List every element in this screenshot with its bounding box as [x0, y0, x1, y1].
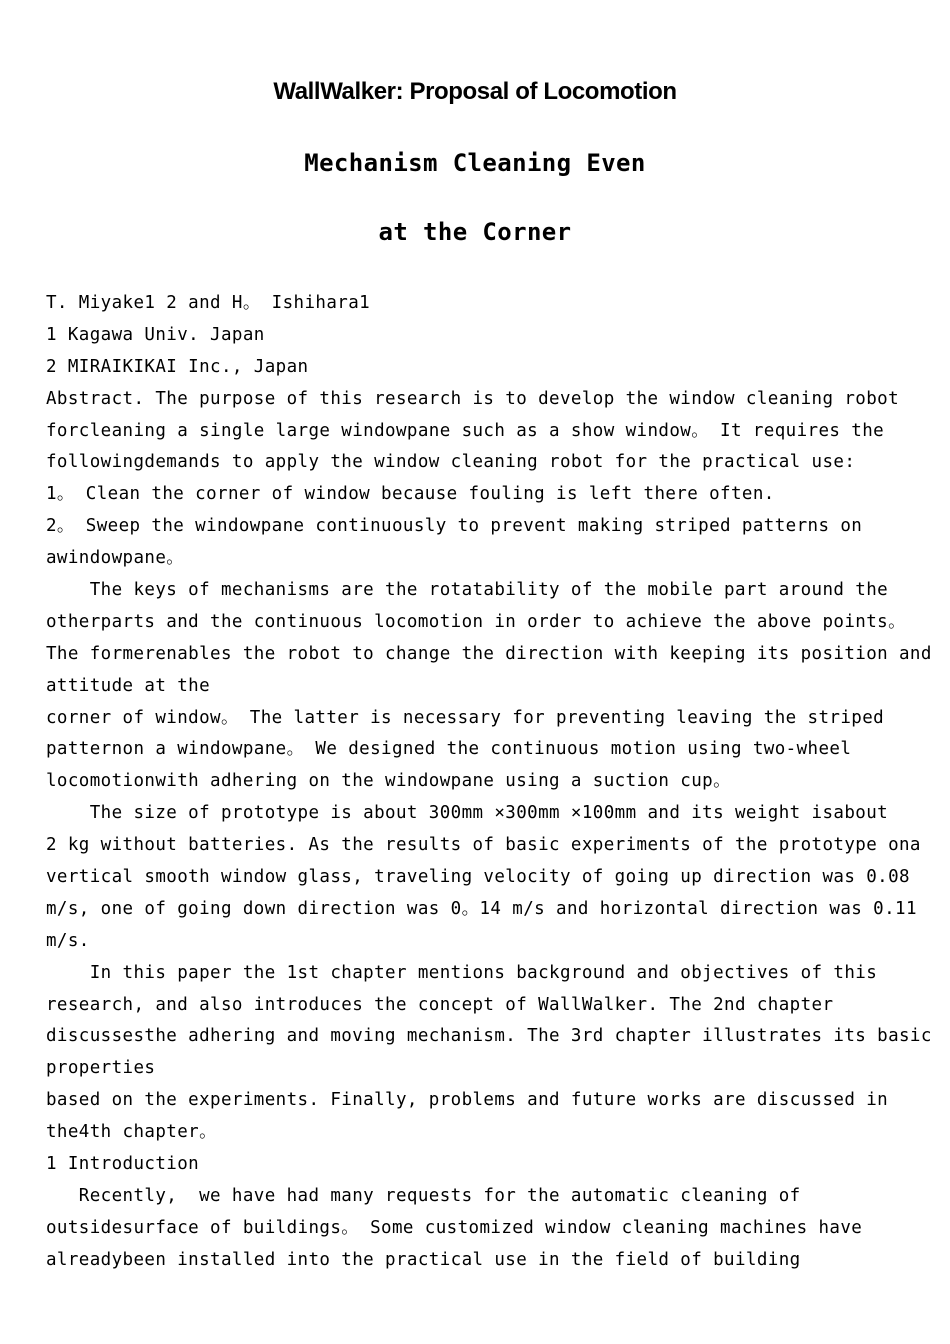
text-line: The keys of mechanisms are the rotatability of the mobile part around the	[46, 580, 889, 601]
paper-body-text	[46, 288, 932, 1277]
text-line: In this paper the 1st chapter mentions background and objectives of this	[46, 962, 878, 983]
text-line: research, and also introduces the concept of WallWalker. The 2nd chapter	[46, 994, 834, 1015]
text-line: m/s.	[46, 930, 90, 951]
paper-title-line-1: WallWalker: Proposal of Locomotion	[273, 78, 677, 105]
text-line: m/s, one of going down direction was 0。14 m/s and horizontal direction was 0.11	[46, 898, 917, 919]
paper-title-line-3: at the Corner	[378, 218, 572, 246]
text-line: vertical smooth window glass, traveling velocity of going up direction was 0.08	[46, 867, 910, 888]
text-line: based on the experiments. Finally, problems and future works are discussed in	[46, 1090, 889, 1111]
text-line: patternon a windowpane。 We designed the continuous motion using two-wheel	[46, 739, 852, 760]
text-line: forcleaning a single large windowpane such as a show window。 It requires the	[46, 420, 885, 441]
text-line: 2 MIRAIKIKAI Inc., Japan	[46, 356, 309, 377]
text-line: the4th chapter。	[46, 1122, 218, 1143]
text-line: The size of prototype is about 300mm ×300mm ×100mm and its weight isabout	[46, 803, 889, 824]
text-line: Recently, we have had many requests for the automatic cleaning of	[46, 1185, 801, 1206]
text-line: awindowpane。	[46, 548, 185, 569]
text-line: outsidesurface of buildings。 Some customized window cleaning machines have	[46, 1217, 863, 1238]
text-line: 2 kg without batteries. As the results of basic experiments of the prototype ona	[46, 835, 921, 856]
text-line: otherparts and the continuous locomotion in order to achieve the above points。	[46, 611, 906, 632]
paper-title-line-2: Mechanism Cleaning Even	[304, 149, 646, 177]
text-line: 1。 Clean the corner of window because fouling is left there often.	[46, 484, 775, 505]
text-line: followingdemands to apply the window cleaning robot for the practical use:	[46, 452, 856, 473]
text-line: Abstract. The purpose of this research is to develop the window cleaning robot	[46, 388, 899, 409]
text-line: 1 Kagawa Univ. Japan	[46, 324, 265, 345]
text-line: 1 Introduction	[46, 1154, 200, 1175]
text-line: attitude at the	[46, 675, 211, 696]
text-line: corner of window。 The latter is necessary for preventing leaving the striped	[46, 707, 885, 728]
text-line: 2。 Sweep the windowpane continuously to prevent making striped patterns on	[46, 516, 863, 537]
text-line: T. Miyake1 2 and H。 Ishihara1	[46, 293, 371, 313]
text-line: The formerenables the robot to change the direction with keeping its position and	[46, 643, 932, 664]
text-line: discussesthe adhering and moving mechanism. The 3rd chapter illustrates its basic	[46, 1026, 932, 1047]
text-line: properties	[46, 1058, 156, 1079]
text-line: alreadybeen installed into the practical use in the field of building	[46, 1249, 801, 1270]
text-line: locomotionwith adhering on the windowpane using a suction cup。	[46, 771, 731, 792]
